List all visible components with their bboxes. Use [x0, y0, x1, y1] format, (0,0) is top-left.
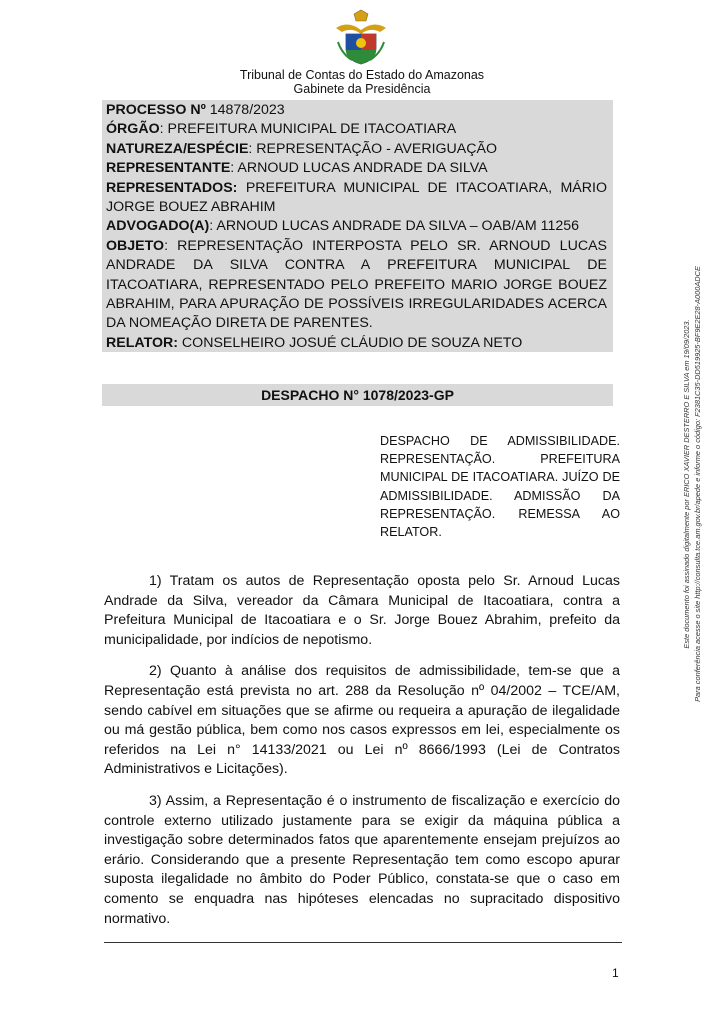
objeto-label: OBJETO [106, 237, 165, 254]
processo-value: 14878/2023 [205, 102, 285, 118]
coat-of-arms-icon [330, 8, 392, 66]
paragraph-3: 3) Assim, a Representação é o instrumento de fiscalização e exercício do controle externo utilizado justamente para se exigir da máquina pública a investigação sobre determinados fatos que aparentemente ensejam prejuízos ao erário. Considerando que a presente Representação tem como escopo apurar suposta ilegalidade no âmbito do Poder Público, constata-se que o caso em comento se enquadra nas hipóteses elencadas no supracitado dispositivo normativo. [104, 792, 620, 927]
relator-value: CONSELHEIRO JOSUÉ CLÁUDIO DE SOUZA NETO [177, 334, 523, 351]
representados-row [106, 179, 607, 218]
representante-row [106, 159, 607, 178]
processo-row [106, 101, 607, 120]
natureza-value: : REPRESENTAÇÃO - AVERIGUAÇÃO [248, 140, 498, 157]
ementa-text: DESPACHO DE ADMISSIBILIDADE. REPRESENTAÇÃO. PREFEITURA MUNICIPAL DE ITACOATIARA. JUÍZO DE ADMISSIBILIDADE. ADMISSÃO DA REPRESENTAÇÃO. REMESSA AO RELATOR. [380, 434, 620, 540]
relator-label: RELATOR: [106, 334, 178, 351]
despacho-title: DESPACHO N° 1078/2023-GP [102, 384, 613, 406]
representados-label: REPRESENTADOS: [106, 179, 238, 196]
process-info-box [102, 100, 613, 352]
digital-signature-note [672, 234, 712, 734]
orgao-row [106, 120, 607, 139]
signature-line-2: Para conferência acesse o site http://consulta.tce.am.gov.br/apede e informe o código: F2381C35-DD519925-BF9E2E28-A000ADCE [693, 266, 702, 702]
document-body [104, 572, 620, 941]
relator-row [106, 334, 607, 353]
institution-name: Tribunal de Contas do Estado do Amazonas [239, 68, 485, 82]
natureza-row [106, 140, 607, 159]
processo-label: PROCESSO Nº [106, 102, 206, 118]
page-number: 1 [612, 966, 619, 980]
objeto-row [106, 237, 607, 334]
signature-line-1: Este documento foi assinado digitalmente por ERICO XAVIER DESTERRO E SILVA em 19/09/2023. [682, 319, 691, 649]
representante-value: : ARNOUD LUCAS ANDRADE DA SILVA [230, 160, 488, 177]
orgao-label: ÓRGÃO [106, 121, 160, 138]
footer-divider [104, 942, 622, 943]
representados-value: PREFEITURA MUNICIPAL DE ITACOATIARA, MÁRIO JORGE BOUEZ ABRAHIM [106, 179, 607, 216]
orgao-value: : PREFEITURA MUNICIPAL DE ITACOATIARA [159, 121, 457, 138]
natureza-label: NATUREZA/ESPÉCIE [106, 140, 249, 157]
advogado-value: : ARNOUD LUCAS ANDRADE DA SILVA – OAB/AM 11256 [209, 218, 580, 235]
objeto-value: : REPRESENTAÇÃO INTERPOSTA PELO SR. ARNOUD LUCAS ANDRADE DA SILVA CONTRA A PREFEITURA MUNICIPAL DE ITACOATIARA, REPRESENTADO PELO PREFEITO MARIO JORGE BOUEZ ABRAHIM, PARA APURAÇÃO DE POSSÍVEIS IRREGULARIDADES ACERCA DA NOMEAÇÃO DIRETA DE PARENTES. [106, 237, 607, 332]
representante-label: REPRESENTANTE [106, 160, 231, 177]
advogado-label: ADVOGADO(A) [106, 218, 210, 235]
paragraph-2: 2) Quanto à análise dos requisitos de admissibilidade, tem-se que a Representação está prevista no art. 288 da Resolução nº 04/2002 – TCE/AM, sendo cabível em situações que se afirme ou requeira a apuração de ilegalidade ou má gestão pública, bem como nos casos expressos em lei, especialmente os referidos na Lei n° 14133/2021 ou Lei nº 8666/1993 (Lei de Contratos Administrativos e Licitações). [104, 663, 620, 778]
department-name: Gabinete da Presidência [293, 82, 431, 96]
paragraph-1: 1) Tratam os autos de Representação oposta pelo Sr. Arnoud Lucas Andrade da Silva, vereador da Câmara Municipal de Itacoatiara, contra a Prefeitura Municipal de Itacoatiara e o Sr. Jorge Bouez Abrahim, prefeito da municipalidade, por indícios de nepotismo. [104, 573, 620, 648]
advogado-row [106, 217, 607, 236]
